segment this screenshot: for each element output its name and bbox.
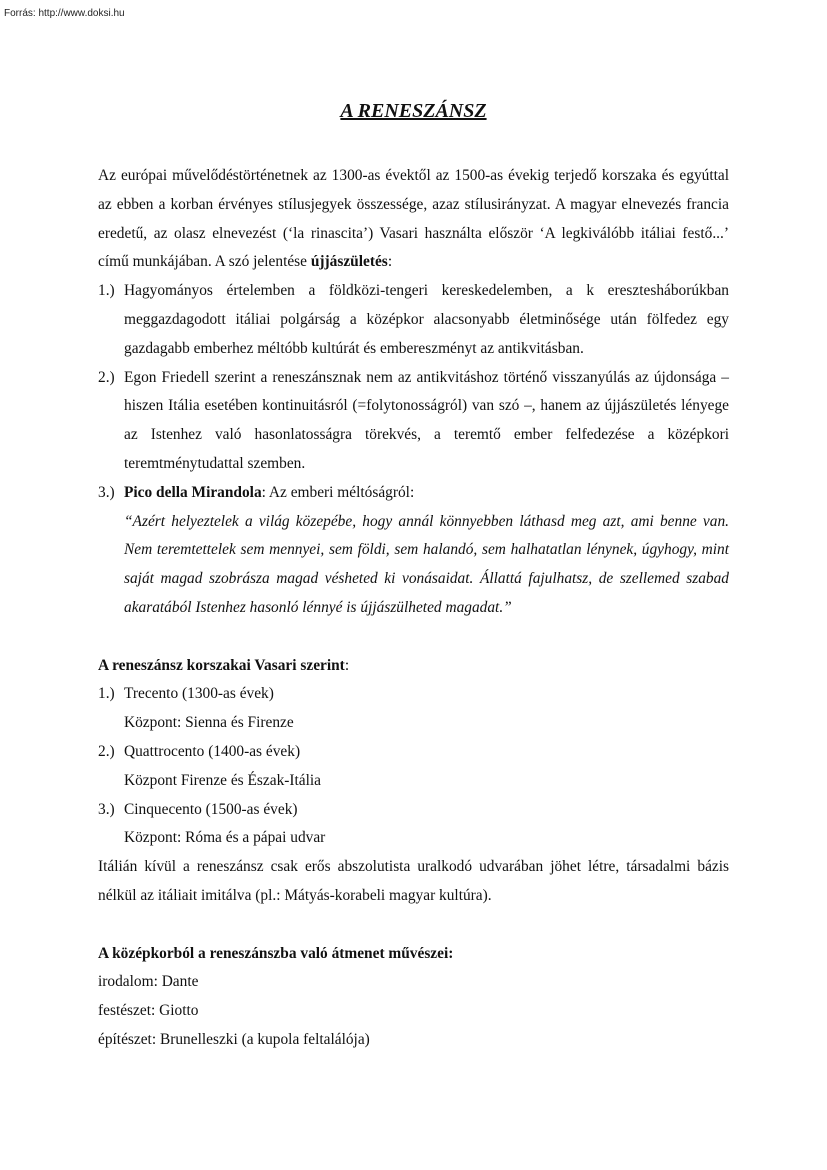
transition-line: festészet: Giotto xyxy=(98,1002,199,1020)
list-item: 3.) Pico della Mirandola: Az emberi méltóságról: xyxy=(98,483,415,501)
intro-paragraph: Az európai művelődéstörténetnek az 1300-as évektől az 1500-as évekig terjedő korszaka és egyúttal az ebben a korban érvényes stílusjegyek összessége, azaz stílusirányzat. A magyar elnevezés francia eredetű, az olasz elnevezést (‘la rinascita’) Vasari használta először ‘A legkiválóbb itáliai festő...’ című munkájában. A szó jelentése újjászületés: xyxy=(98,167,729,271)
period-center: Központ Firenze és Észak-Itália xyxy=(124,771,322,789)
list-item: 1.) Hagyományos értelemben a földközi-tengeri kereskedelemben, a k eresztesháborúkban meggazdagodott itáliai polgárság a középkor alacsonyabb életminősége után fölfedez egy gazdagabb emberhez méltóbb kultúrát és embereszményt az antikvitásban. xyxy=(98,282,729,357)
list-item: 2.) Egon Friedell szerint a reneszánsznak nem az antikvitáshoz történő visszanyúlás az újdonsága – hiszen Itália esetében kontinuitásról (=folytonosságról) van szó –, hanem az újjászületés lényege az Istenhez való hasonlatosságra törekvés, a teremtő ember felfedezése a középkori teremtménytudattal szemben. xyxy=(98,368,729,472)
transition-line: irodalom: Dante xyxy=(98,973,199,991)
period-item: 3.) Cinquecento (1500-as évek) xyxy=(98,800,298,818)
transition-heading: A középkorból a reneszánszba való átmenet művészei: xyxy=(98,944,454,962)
transition-line: építészet: Brunelleszki (a kupola feltalálója) xyxy=(98,1030,370,1048)
pico-quote: “Azért helyeztelek a világ közepébe, hogy annál könnyebben láthasd meg azt, ami benne van. Nem teremtettelek sem mennyei, sem földi, sem halandó, sem halhatatlan lénynek, úgyhogy, mint saját magad szobrásza magad vésheted ki vonásaidat. Állattá fajulhatsz, de szellemed szabad akaratából Istenhez hasonló lénnyé is újjászülheted magadat.” xyxy=(124,512,729,616)
period-item: 1.) Trecento (1300-as évek) xyxy=(98,685,274,703)
periods-heading: A reneszánsz korszakai Vasari szerint: xyxy=(98,656,350,674)
period-item: 2.) Quattrocento (1400-as évek) xyxy=(98,742,301,760)
document-body xyxy=(98,162,729,1055)
source-header: Forrás: http://www.doksi.hu xyxy=(4,8,125,19)
periods-note: Itálián kívül a reneszánsz csak erős abszolutista uralkodó udvarában jöhet létre, társadalmi bázis nélkül az itáliait imitálva (pl.: Mátyás-korabeli magyar kultúra). xyxy=(98,858,729,904)
period-center: Központ: Sienna és Firenze xyxy=(124,714,294,732)
page-title: A RENESZÁNSZ xyxy=(340,100,487,122)
period-center: Központ: Róma és a pápai udvar xyxy=(124,829,326,847)
